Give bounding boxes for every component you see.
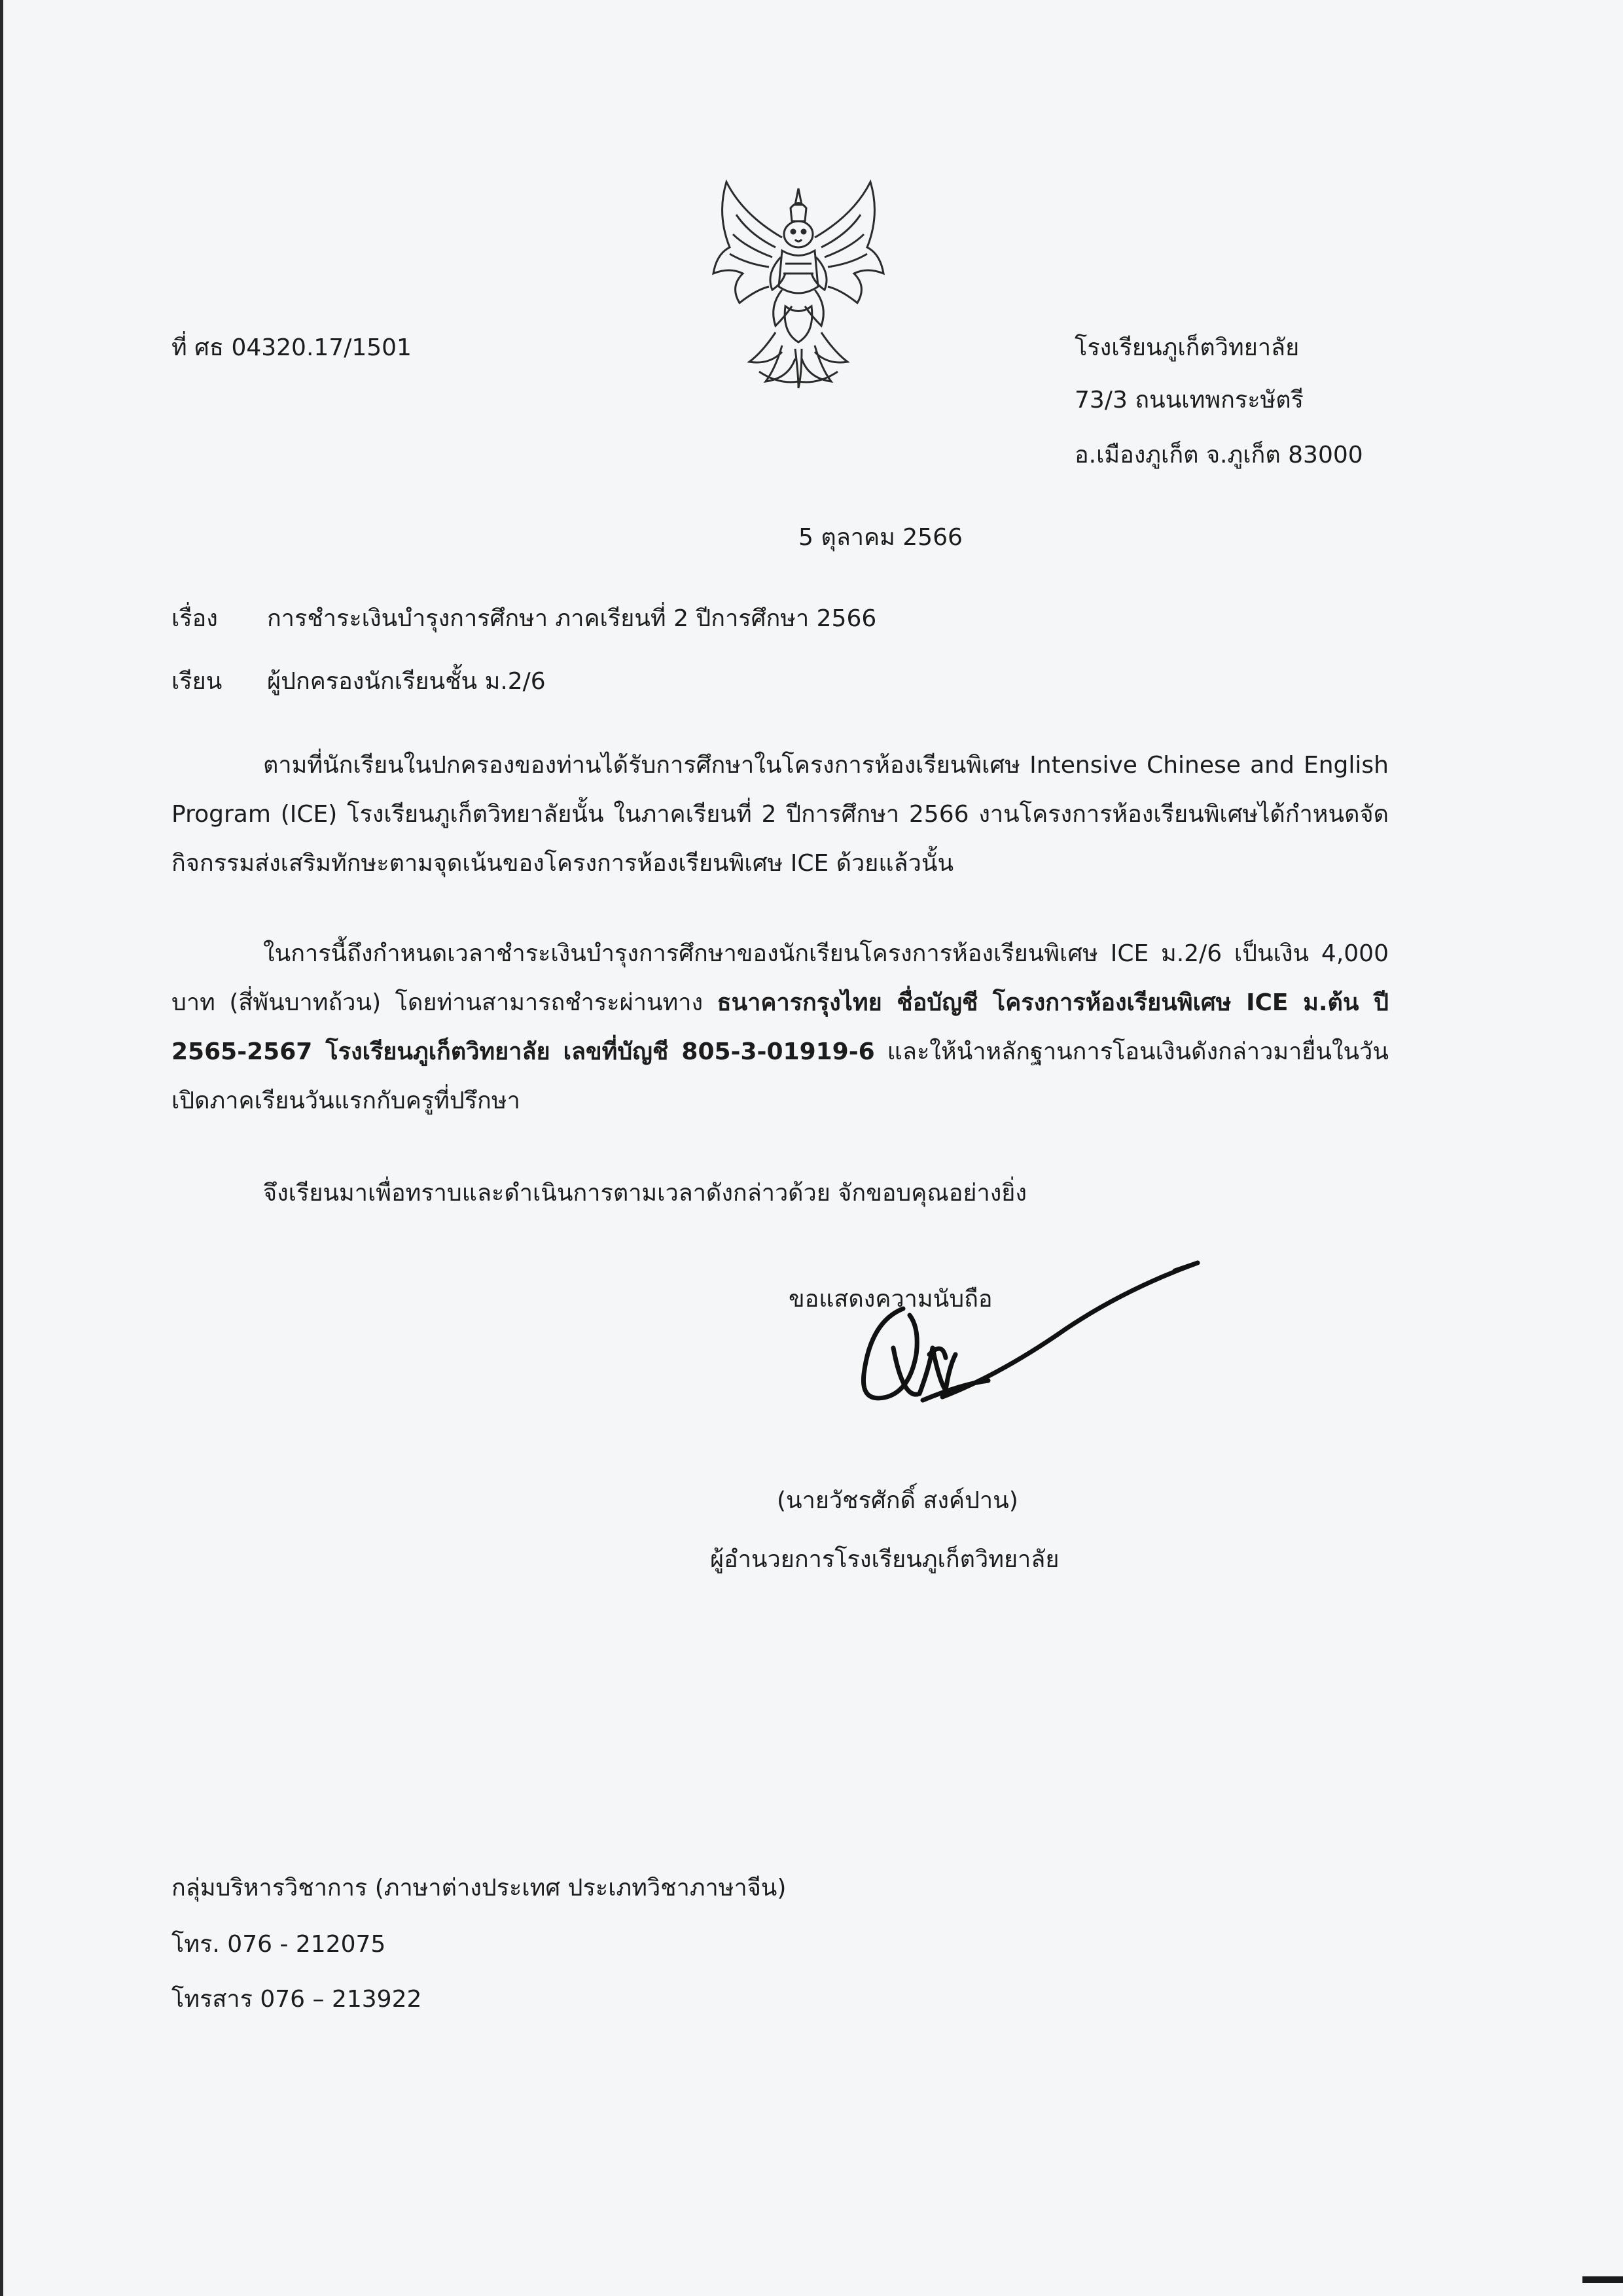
closing-sentence: จึงเรียนมาเพื่อทราบและดำเนินการตามเวลาดังกล่าวด้วย จักขอบคุณอย่างยิ่ง <box>263 1180 1027 1207</box>
school-name: โรงเรียนภูเก็ตวิทยาลัย <box>1075 334 1300 361</box>
department-name: กลุ่มบริหารวิชาการ (ภาษาต่างประเทศ ประเภทวิชาภาษาจีน) <box>171 1875 787 1901</box>
handwritten-signature <box>831 1250 1224 1466</box>
paragraph-1-text: ตามที่นักเรียนในปกครองของท่านได้รับการศึกษาในโครงการห้องเรียนพิเศษ Intensive Chinese and English Program (ICE) โรงเรียนภูเก็ตวิทยาลัยนั้น ในภาคเรียนที่ 2 ปีการศึกษา 2566 งานโครงการห้องเรียนพิเศษได้กำหนดจัดกิจกรรมส่งเสริมทักษะตามจุดเน้นของโครงการห้องเรียนพิเศษ ICE ด้วยแล้วนั้น <box>171 752 1389 877</box>
recipient-text: ผู้ปกครองนักเรียนชั้น ม.2/6 <box>267 668 546 695</box>
signatory-name: (นายวัชรศักดิ์ สงค์ปาน) <box>777 1487 1018 1514</box>
phone-number: โทร. 076 - 212075 <box>171 1931 386 1958</box>
closing-salutation: ขอแสดงความนับถือ <box>789 1286 993 1313</box>
letter-date: 5 ตุลาคม 2566 <box>798 524 963 551</box>
paragraph-2-text-a: ในการนี้ถึงกำหนดเวลาชำระเงินบำรุงการศึกษาของนักเรียนโครงการห้องเรียนพิเศษ ICE ม.2/6 เป็นเงิน 4,000 บาท (สี่พันบาทถ้วน) โดยท่านสามารถชำระผ่านทาง <box>171 940 1389 1016</box>
scan-mark <box>1582 2276 1623 2283</box>
subject-label: เรื่อง <box>171 605 218 632</box>
body-paragraph-1 <box>171 741 1389 888</box>
body-paragraph-2 <box>171 929 1389 1125</box>
address-line-1: 73/3 ถนนเทพกระษัตรี <box>1075 387 1304 414</box>
paragraph-2-text-b: และให้นำหลักฐานการโอนเงินดังกล่าวมายื่นในวันเปิดภาคเรียนวันแรกกับครูที่ปรึกษา <box>171 1038 1389 1114</box>
recipient-label: เรียน <box>171 668 223 695</box>
signatory-position: ผู้อำนวยการโรงเรียนภูเก็ตวิทยาลัย <box>710 1546 1060 1573</box>
scan-edge <box>0 0 3 2296</box>
bank-account-details: ธนาคารกรุงไทย ชื่อบัญชี โครงการห้องเรียนพิเศษ ICE ม.ต้น ปี 2565-2567 โรงเรียนภูเก็ตวิทยาลัย เลขที่บัญชี 805-3-01919-6 <box>171 989 1389 1065</box>
address-line-2: อ.เมืองภูเก็ต จ.ภูเก็ต 83000 <box>1075 442 1363 468</box>
subject-text: การชำระเงินบำรุงการศึกษา ภาคเรียนที่ 2 ปีการศึกษา 2566 <box>267 605 877 632</box>
reference-number: ที่ ศธ 04320.17/1501 <box>171 334 412 361</box>
garuda-emblem-icon <box>704 175 893 391</box>
fax-number: โทรสาร 076 – 213922 <box>171 1986 422 2013</box>
